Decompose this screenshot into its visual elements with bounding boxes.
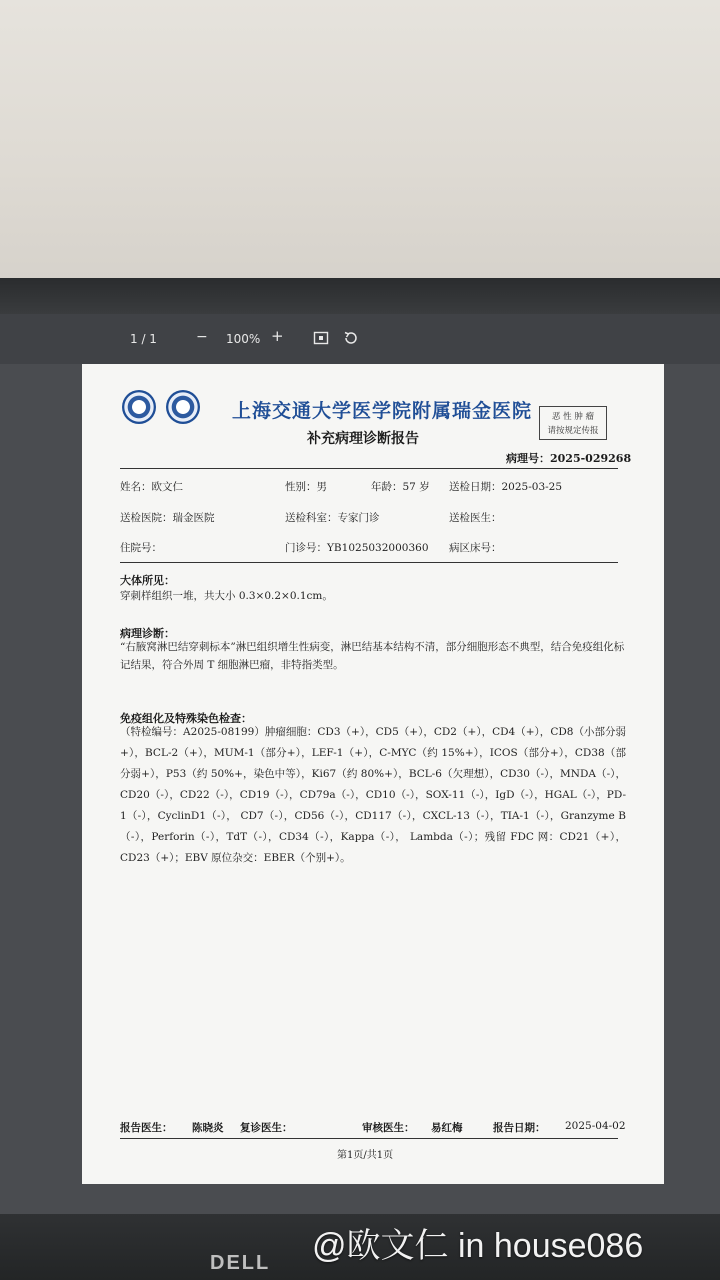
- divider: [120, 1138, 618, 1139]
- review-doctor-label: 审核医生：: [362, 1122, 415, 1134]
- field-outpatient-no: 门诊号：YB1025032000360: [285, 542, 429, 554]
- monitor-brand-logo: DELL: [210, 1252, 271, 1274]
- report-title: 补充病理诊断报告: [307, 431, 419, 447]
- review-doctor: 易红梅: [431, 1122, 463, 1134]
- report-date-label: 报告日期：: [493, 1122, 546, 1134]
- zoom-in-button[interactable]: +: [271, 327, 284, 345]
- field-submit-date: 送检日期：2025-03-25: [449, 481, 563, 493]
- field-sex: 性别：男: [285, 481, 327, 493]
- field-age: 年龄：57 岁: [371, 481, 430, 493]
- gross-text: 穿刺样组织一堆，共大小 0.3×0.2×0.1cm。: [120, 590, 333, 602]
- page-indicator[interactable]: 1 / 1: [130, 332, 157, 346]
- background-wall: [0, 0, 720, 282]
- pathology-number: 病理号：2025-029268: [506, 452, 632, 465]
- fit-page-icon[interactable]: [313, 330, 329, 350]
- monitor-bezel-top: [0, 278, 720, 314]
- ihc-heading: 免疫组化及特殊染色检查：: [120, 712, 252, 725]
- gross-heading: 大体所见：: [120, 574, 175, 587]
- rotate-icon[interactable]: [343, 330, 359, 350]
- ihc-text: （特检编号：A2025-08199）肿瘤细胞：CD3（+），CD5（+），CD2（+），CD4（+），CD8（小部分弱+），BCL-2（+），MUM-1（部分+），LEF-1（+），C-MYC（约 15%+），ICOS（部分+），CD38（部分弱+），P53（约 50%+，染色中等），Ki67（约 80%+），BCL-6（欠理想），CD30（-），MNDA（-），CD20（-），CD22（-），CD19（-），CD79a（-），CD10（-），SOX-11（-），IgD（-），HGAL（-），PD-1（-），CyclinD1（-）， CD7（-），CD56（-），CD117（-），CXCL-13（-），TIA-1（-），Granzyme B（-），Perforin（-），TdT（-），CD34（-），Kappa（-）， Lambda（-）；残留 FDC 网：CD21（+），CD23（+）；EBV 原位杂交：EBER（个别+）。: [120, 726, 626, 864]
- zoom-level[interactable]: 100%: [226, 332, 261, 346]
- page-footer: 第1页/共1页: [337, 1150, 394, 1161]
- diagnosis-text: “右腋窝淋巴结穿刺标本”淋巴组织增生性病变，淋巴结基本结构不清，部分细胞形态不典型，结合免疫组化标记结果，符合外周 T 细胞淋巴瘤，非特指类型。: [120, 641, 625, 671]
- malignancy-stamp: [539, 406, 607, 440]
- university-logo-icon: [122, 390, 156, 424]
- field-submit-hospital: 送检医院：瑞金医院: [120, 512, 215, 524]
- hospital-logo-icon: [166, 390, 200, 424]
- pdf-toolbar: [0, 314, 720, 364]
- field-ward-bed: 病区床号：: [449, 542, 502, 554]
- hospital-name: 上海交通大学医学院附属瑞金医院: [232, 400, 533, 422]
- report-doctor-label: 报告医生：: [120, 1122, 173, 1134]
- zoom-out-button[interactable]: −: [196, 329, 208, 345]
- recheck-doctor-label: 复诊医生：: [240, 1122, 293, 1134]
- watermark-text: @欧文仁 in house086: [312, 1227, 644, 1265]
- stamp-line-1: 恶 性 肿 瘤: [551, 412, 595, 422]
- diagnosis-heading: 病理诊断：: [120, 627, 175, 640]
- field-inpatient-no: 住院号：: [120, 542, 162, 554]
- divider: [120, 468, 618, 469]
- field-submit-doctor: 送检医生：: [449, 512, 502, 524]
- field-submit-dept: 送检科室：专家门诊: [285, 512, 380, 524]
- field-name: 姓名：欧文仁: [120, 481, 183, 493]
- divider: [120, 562, 618, 563]
- report-date: 2025-04-02: [565, 1120, 626, 1132]
- report-doctor: 陈晓炎: [192, 1122, 224, 1134]
- report-page: [82, 364, 664, 1184]
- stamp-line-2: 请按规定传报: [547, 426, 599, 436]
